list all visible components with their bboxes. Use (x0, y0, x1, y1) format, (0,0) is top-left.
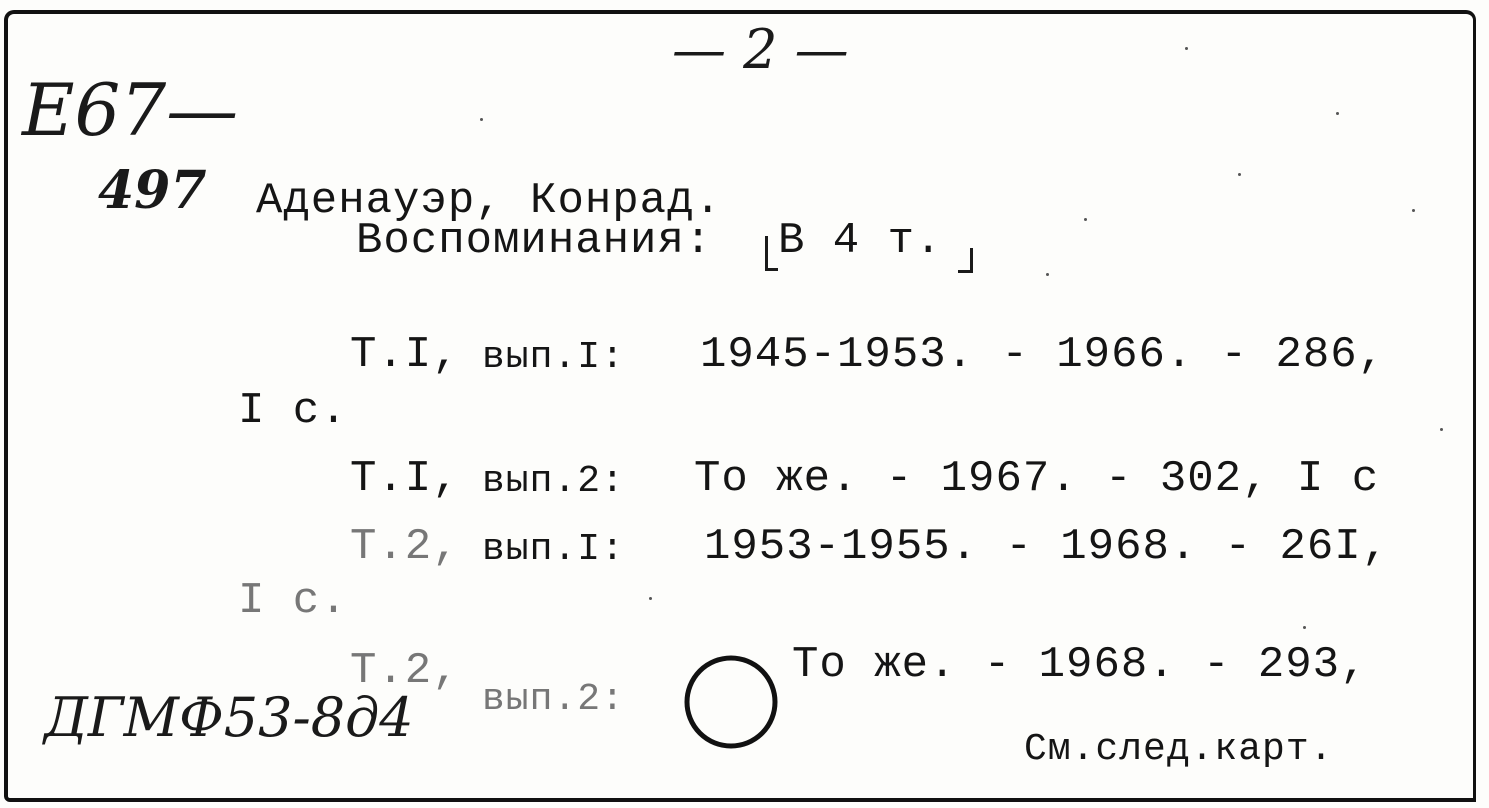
entry-volume: Т.I, (350, 454, 460, 504)
entry-volume: Т.2, (350, 646, 460, 696)
speck (649, 597, 652, 600)
see-next-card: См.след.карт. (1024, 728, 1334, 771)
entry-issue: вып.I: (482, 528, 625, 571)
author-heading: Аденауэр, Конрад. (256, 176, 722, 226)
entry-continuation: I с. (238, 576, 348, 626)
entry-issue: вып.2: (482, 678, 625, 721)
entry-issue: вып.I: (482, 336, 625, 379)
speck (1440, 428, 1443, 431)
entry-text: 1945-1953. - 1966. - 286, (700, 330, 1386, 380)
circle-stamp-icon (676, 652, 786, 752)
entry-issue: вып.2: (482, 460, 625, 503)
speck (1412, 209, 1415, 212)
entry-volume: Т.I, (350, 330, 460, 380)
page-number: — 2 — (672, 18, 849, 81)
title-prefix: Воспоминания: (356, 216, 713, 266)
title-bracket-open (765, 236, 778, 271)
entry-text: 1953-1955. - 1968. - 26I, (704, 522, 1390, 572)
speck (480, 118, 483, 121)
speck (1046, 273, 1049, 276)
speck (1084, 218, 1087, 221)
speck (1185, 47, 1188, 50)
title-bracket-close (958, 248, 973, 273)
inventory-mark: ДГМФ53-8д4 (44, 686, 414, 749)
title-volumes: В 4 т. (778, 216, 943, 266)
entry-text: То же. - 1967. - 302, I с (694, 454, 1380, 504)
speck (1336, 112, 1339, 115)
speck (1303, 626, 1306, 629)
shelf-mark: E67— (22, 68, 239, 152)
entry-text: То же. - 1968. - 293, (792, 640, 1368, 690)
entry-continuation: I с. (238, 386, 348, 436)
speck (1238, 173, 1241, 176)
shelf-mark-number: 497 (98, 160, 207, 221)
entry-volume: Т.2, (350, 522, 460, 572)
